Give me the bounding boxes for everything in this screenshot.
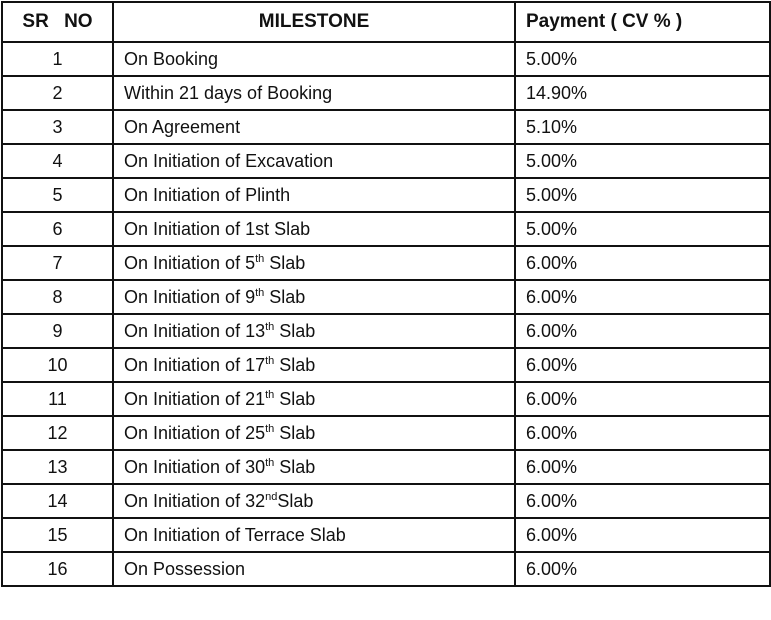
payment-cell: 5.00% xyxy=(515,178,770,212)
sr-no-cell: 1 xyxy=(2,42,113,76)
milestone-text: On Possession xyxy=(124,558,246,579)
milestone-text-end: Slab xyxy=(274,456,316,477)
milestone-text: On Initiation of 1st Slab xyxy=(124,218,311,239)
payment-cell: 6.00% xyxy=(515,518,770,552)
sr-no-cell: 10 xyxy=(2,348,113,382)
milestone-cell xyxy=(113,144,515,178)
milestone-text-end: Slab xyxy=(274,388,316,409)
sr-no-cell: 16 xyxy=(2,552,113,586)
table-row xyxy=(2,552,770,586)
milestone-text: On Initiation of 30 xyxy=(124,456,266,477)
milestone-text: On Initiation of 5 xyxy=(124,252,256,273)
sr-no-cell: 4 xyxy=(2,144,113,178)
milestone-text: On Initiation of Plinth xyxy=(124,184,291,205)
table-row xyxy=(2,110,770,144)
table-row xyxy=(2,518,770,552)
milestone-text-end: Slab xyxy=(264,252,306,273)
milestone-cell xyxy=(113,382,515,416)
milestone-text: Within 21 days of Booking xyxy=(124,82,333,103)
payment-schedule-table xyxy=(1,1,771,587)
payment-cell: 6.00% xyxy=(515,450,770,484)
sr-no-cell: 11 xyxy=(2,382,113,416)
milestone-text: On Initiation of 32 xyxy=(124,490,266,511)
payment-cell: 6.00% xyxy=(515,246,770,280)
table-row xyxy=(2,484,770,518)
table-row xyxy=(2,348,770,382)
milestone-text: On Initiation of 25 xyxy=(124,422,266,443)
payment-cell: 6.00% xyxy=(515,484,770,518)
table-row xyxy=(2,178,770,212)
sr-no-cell: 15 xyxy=(2,518,113,552)
table-row xyxy=(2,382,770,416)
milestone-text: On Initiation of Terrace Slab xyxy=(124,524,346,545)
milestone-text: On Initiation of 17 xyxy=(124,354,266,375)
milestone-text: On Initiation of 21 xyxy=(124,388,266,409)
sr-no-cell: 8 xyxy=(2,280,113,314)
sr-no-cell: 14 xyxy=(2,484,113,518)
milestone-cell xyxy=(113,212,515,246)
milestone-text: On Agreement xyxy=(124,116,241,137)
ordinal-suffix: th xyxy=(265,388,275,401)
milestone-text: On Initiation of Excavation xyxy=(124,150,334,171)
sr-no-cell: 13 xyxy=(2,450,113,484)
ordinal-suffix: th xyxy=(265,320,275,333)
milestone-text: On Initiation of 13 xyxy=(124,320,266,341)
header-payment: Payment ( CV % ) xyxy=(515,2,770,42)
milestone-cell xyxy=(113,42,515,76)
milestone-text: On Initiation of 9 xyxy=(124,286,256,307)
milestone-cell xyxy=(113,76,515,110)
table-row xyxy=(2,280,770,314)
table-row xyxy=(2,416,770,450)
table-row xyxy=(2,212,770,246)
ordinal-suffix: th xyxy=(265,354,275,367)
ordinal-suffix: th xyxy=(255,286,265,299)
milestone-cell xyxy=(113,314,515,348)
table-row xyxy=(2,144,770,178)
milestone-cell xyxy=(113,178,515,212)
payment-cell: 5.00% xyxy=(515,42,770,76)
milestone-text-end: Slab xyxy=(274,320,316,341)
payment-cell: 6.00% xyxy=(515,280,770,314)
milestone-cell xyxy=(113,552,515,586)
milestone-cell xyxy=(113,246,515,280)
ordinal-suffix: th xyxy=(255,252,265,265)
sr-no-cell: 5 xyxy=(2,178,113,212)
ordinal-suffix: th xyxy=(265,422,275,435)
milestone-cell xyxy=(113,280,515,314)
sr-no-cell: 2 xyxy=(2,76,113,110)
payment-cell: 6.00% xyxy=(515,314,770,348)
payment-cell: 6.00% xyxy=(515,348,770,382)
sr-no-cell: 9 xyxy=(2,314,113,348)
payment-cell: 14.90% xyxy=(515,76,770,110)
payment-cell: 5.10% xyxy=(515,110,770,144)
payment-cell: 6.00% xyxy=(515,416,770,450)
table-row xyxy=(2,246,770,280)
milestone-text-end: Slab xyxy=(264,286,306,307)
milestone-text-end: Slab xyxy=(274,354,316,375)
milestone-text-end: Slab xyxy=(277,490,314,511)
header-milestone: MILESTONE xyxy=(113,2,515,42)
table-row xyxy=(2,76,770,110)
table-row xyxy=(2,314,770,348)
milestone-cell xyxy=(113,110,515,144)
milestone-text-end: Slab xyxy=(274,422,316,443)
sr-no-cell: 3 xyxy=(2,110,113,144)
milestone-cell xyxy=(113,348,515,382)
milestone-text: On Booking xyxy=(124,48,219,69)
payment-cell: 6.00% xyxy=(515,552,770,586)
milestone-cell xyxy=(113,518,515,552)
payment-cell: 5.00% xyxy=(515,144,770,178)
payment-cell: 6.00% xyxy=(515,382,770,416)
milestone-cell xyxy=(113,484,515,518)
milestone-cell xyxy=(113,416,515,450)
header-sr-no: SR NO xyxy=(2,2,113,42)
milestone-cell xyxy=(113,450,515,484)
payment-cell: 5.00% xyxy=(515,212,770,246)
sr-no-cell: 7 xyxy=(2,246,113,280)
table-row xyxy=(2,42,770,76)
ordinal-suffix: th xyxy=(265,456,275,469)
sr-no-cell: 6 xyxy=(2,212,113,246)
table-row xyxy=(2,450,770,484)
header-row xyxy=(2,2,770,42)
ordinal-suffix: nd xyxy=(265,490,278,503)
sr-no-cell: 12 xyxy=(2,416,113,450)
